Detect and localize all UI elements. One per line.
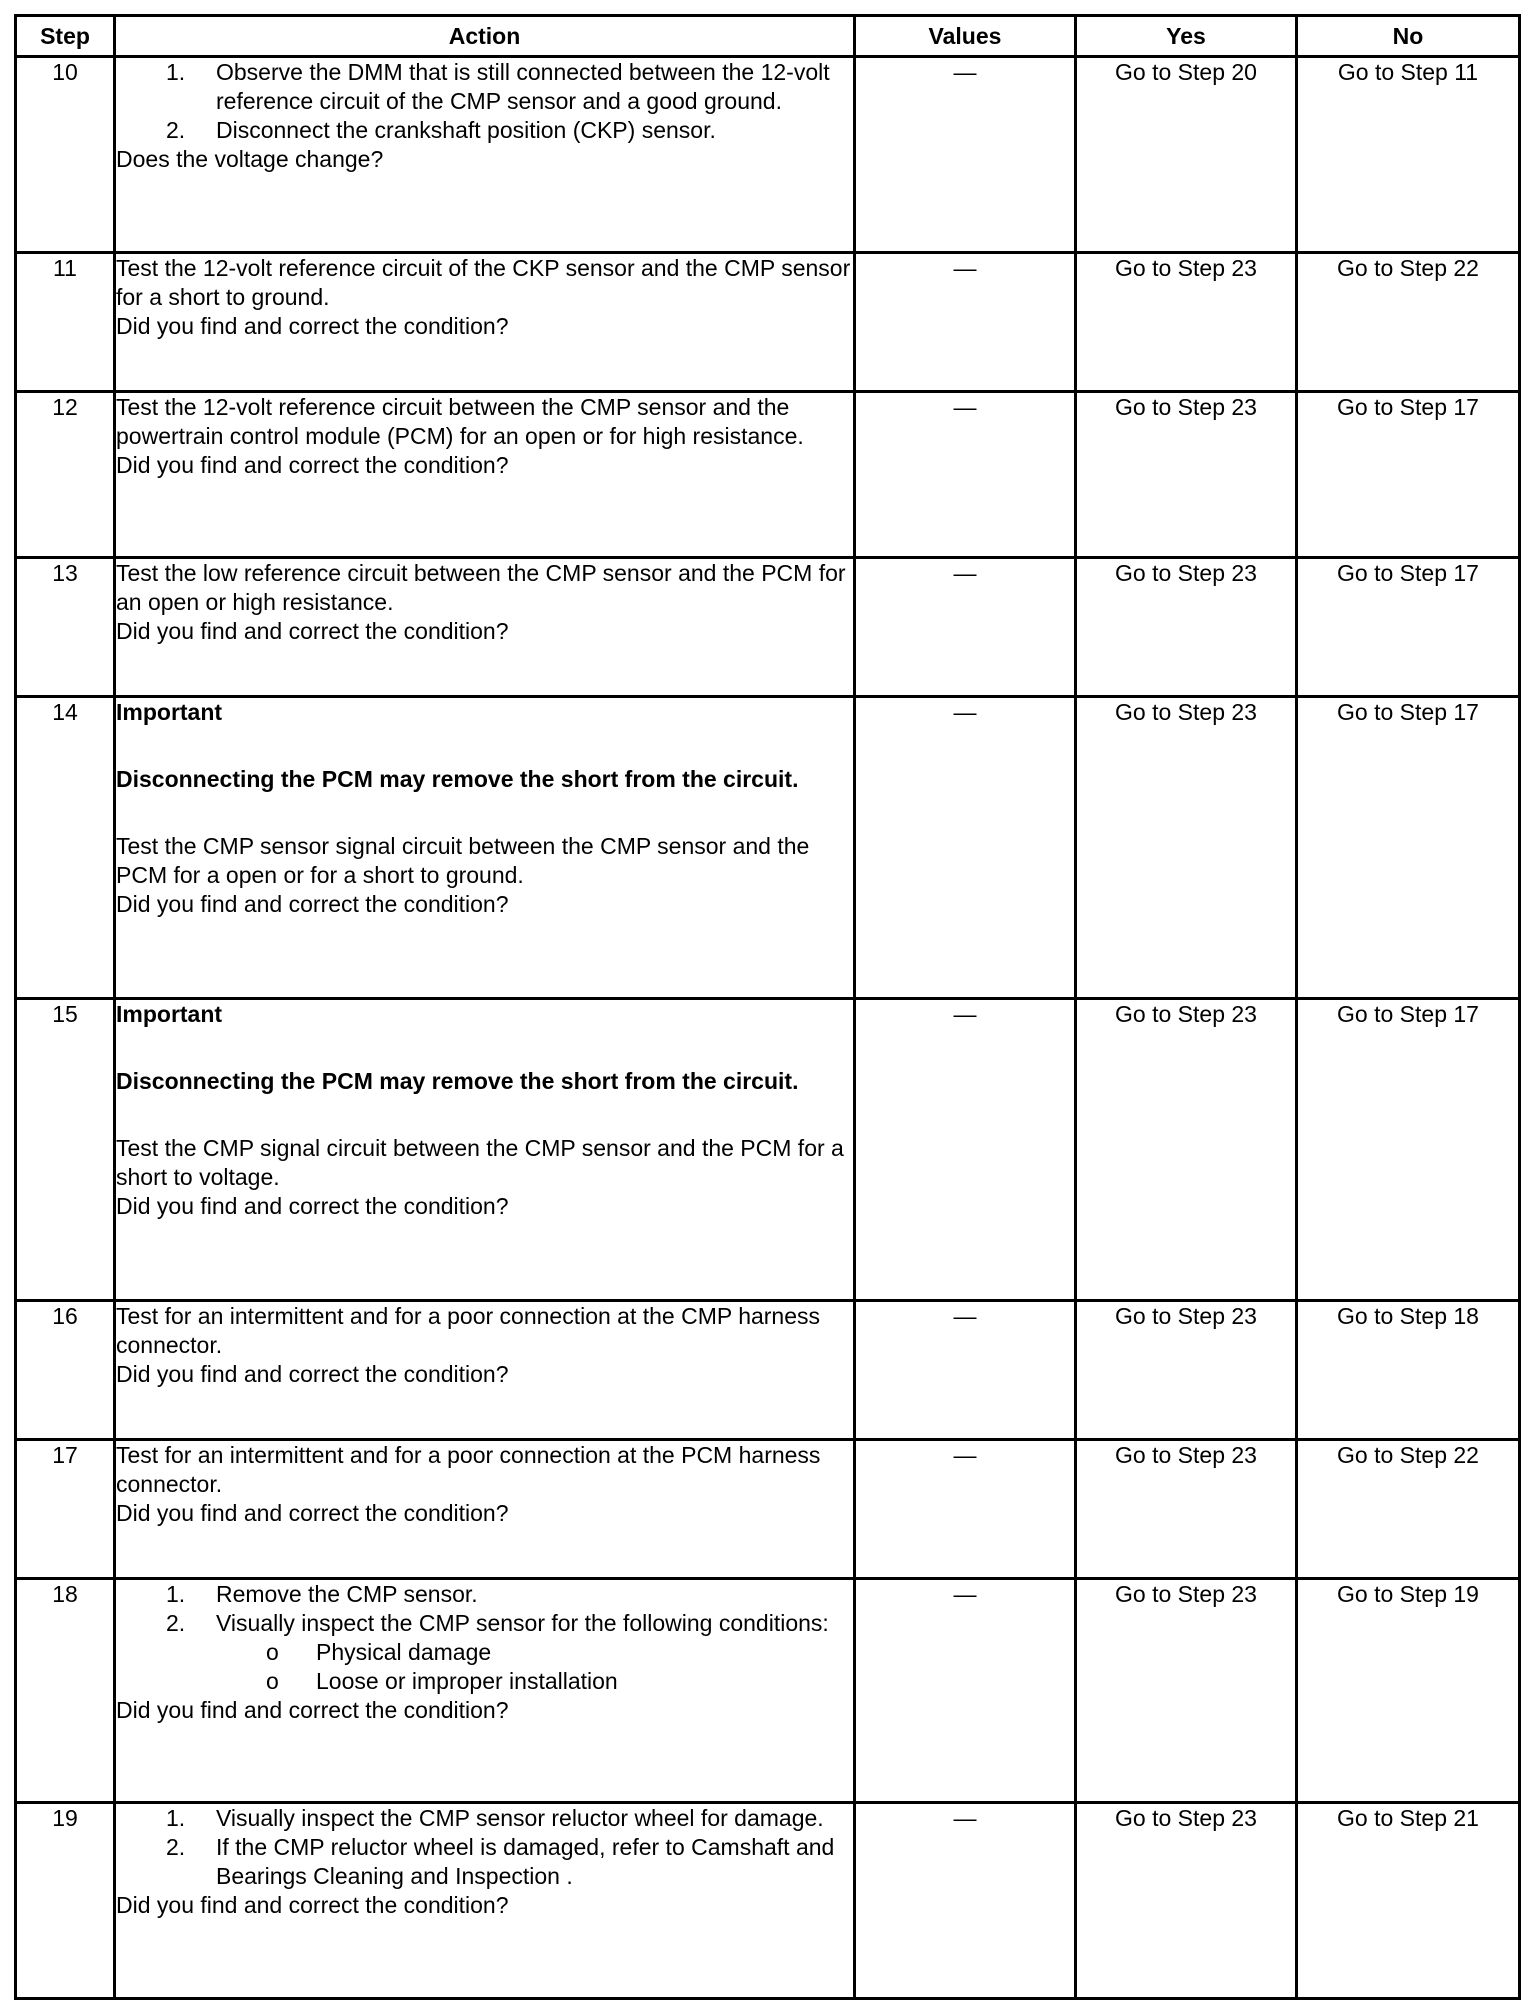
action-question: Did you find and correct the condition? [116,313,509,339]
list-item: 1. Remove the CMP sensor. [166,1581,478,1607]
action-question: Did you find and correct the condition? [116,1193,509,1219]
table-row [16,697,1520,999]
value-cell: — [855,1301,1076,1440]
value-cell: — [855,999,1076,1301]
step-number: 14 [16,697,115,999]
value-cell: — [855,558,1076,697]
step-number: 15 [16,999,115,1301]
table-row [16,1803,1520,1999]
action-cell [115,253,855,392]
no-cell: Go to Step 21 [1297,1803,1520,1999]
action-cell [115,57,855,253]
diagnostic-table [14,14,1521,2000]
yes-cell: Go to Step 23 [1076,1803,1297,1999]
action-text: Test for an intermittent and for a poor connection at the PCM harness connector. [116,1442,821,1497]
action-text: Test the low reference circuit between the CMP sensor and the PCM for an open or high resistance. [116,560,846,615]
value-cell: — [855,697,1076,999]
action-question: Did you find and correct the condition? [116,452,509,478]
no-cell: Go to Step 17 [1297,999,1520,1301]
numbered-list [116,1804,853,1891]
table-row [16,558,1520,697]
no-cell: Go to Step 19 [1297,1579,1520,1803]
table-header-row [16,16,1520,57]
action-text: Test the 12-volt reference circuit between the CMP sensor and the powertrain control module (PCM) for an open or for high resistance. [116,394,804,449]
yes-cell: Go to Step 23 [1076,999,1297,1301]
important-label: Important [116,699,223,725]
action-text: Test the CMP signal circuit between the CMP sensor and the PCM for a short to voltage. [116,1135,844,1190]
table-row [16,1579,1520,1803]
list-item: 1. Visually inspect the CMP sensor reluctor wheel for damage. [166,1805,824,1831]
step-number: 10 [16,57,115,253]
table-row [16,1440,1520,1579]
action-text: Test the CMP sensor signal circuit between the CMP sensor and the PCM for a open or for a short to ground. [116,833,810,888]
no-cell: Go to Step 22 [1297,253,1520,392]
step-number: 13 [16,558,115,697]
action-question: Did you find and correct the condition? [116,1500,509,1526]
value-cell: — [855,1579,1076,1803]
action-cell [115,1301,855,1440]
step-number: 16 [16,1301,115,1440]
list-item: 2. If the CMP reluctor wheel is damaged, refer to Camshaft and Bearings Cleaning and Inspection . [166,1834,835,1889]
header-values: Values [855,16,1076,57]
action-cell [115,392,855,558]
numbered-list [116,1580,853,1696]
important-note: Disconnecting the PCM may remove the short from the circuit. [116,1068,799,1094]
yes-cell: Go to Step 23 [1076,1301,1297,1440]
yes-cell: Go to Step 23 [1076,558,1297,697]
action-cell [115,1803,855,1999]
no-cell: Go to Step 17 [1297,392,1520,558]
yes-cell: Go to Step 23 [1076,253,1297,392]
no-cell: Go to Step 11 [1297,57,1520,253]
important-label: Important [116,1001,223,1027]
list-item: 1. Observe the DMM that is still connected between the 12-volt reference circuit of the CMP sensor and a good ground. [166,59,830,114]
step-number: 17 [16,1440,115,1579]
table-row [16,253,1520,392]
step-number: 11 [16,253,115,392]
step-number: 19 [16,1803,115,1999]
list-item: o Physical damage [266,1639,492,1665]
important-note: Disconnecting the PCM may remove the short from the circuit. [116,766,799,792]
action-text: Test the 12-volt reference circuit of the CKP sensor and the CMP sensor for a short to ground. [116,255,851,310]
action-question: Did you find and correct the condition? [116,1361,509,1387]
action-cell [115,1579,855,1803]
no-cell: Go to Step 22 [1297,1440,1520,1579]
value-cell: — [855,253,1076,392]
header-step: Step [16,16,115,57]
list-item: 2. Visually inspect the CMP sensor for the following conditions: o Physical damage o Loose or improper installation [116,1609,853,1696]
action-question: Did you find and correct the condition? [116,1892,509,1918]
yes-cell: Go to Step 23 [1076,697,1297,999]
value-cell: — [855,1440,1076,1579]
action-text: Test for an intermittent and for a poor connection at the CMP harness connector. [116,1303,821,1358]
action-question: Does the voltage change? [116,146,384,172]
action-cell [115,1440,855,1579]
header-yes: Yes [1076,16,1297,57]
step-number: 12 [16,392,115,558]
no-cell: Go to Step 18 [1297,1301,1520,1440]
table-row [16,392,1520,558]
list-item: o Loose or improper installation [266,1668,618,1694]
table-row [16,999,1520,1301]
action-cell [115,697,855,999]
list-item: 2. Disconnect the crankshaft position (CKP) sensor. [166,117,716,143]
yes-cell: Go to Step 23 [1076,392,1297,558]
header-action: Action [115,16,855,57]
value-cell: — [855,1803,1076,1999]
yes-cell: Go to Step 23 [1076,1579,1297,1803]
yes-cell: Go to Step 20 [1076,57,1297,253]
numbered-list [116,58,853,145]
value-cell: — [855,392,1076,558]
step-number: 18 [16,1579,115,1803]
value-cell: — [855,57,1076,253]
no-cell: Go to Step 17 [1297,558,1520,697]
yes-cell: Go to Step 23 [1076,1440,1297,1579]
action-cell [115,558,855,697]
action-question: Did you find and correct the condition? [116,891,509,917]
bullet-list [216,1638,853,1696]
table-row [16,57,1520,253]
action-question: Did you find and correct the condition? [116,1697,509,1723]
no-cell: Go to Step 17 [1297,697,1520,999]
table-row [16,1301,1520,1440]
header-no: No [1297,16,1520,57]
action-question: Did you find and correct the condition? [116,618,509,644]
action-cell [115,999,855,1301]
